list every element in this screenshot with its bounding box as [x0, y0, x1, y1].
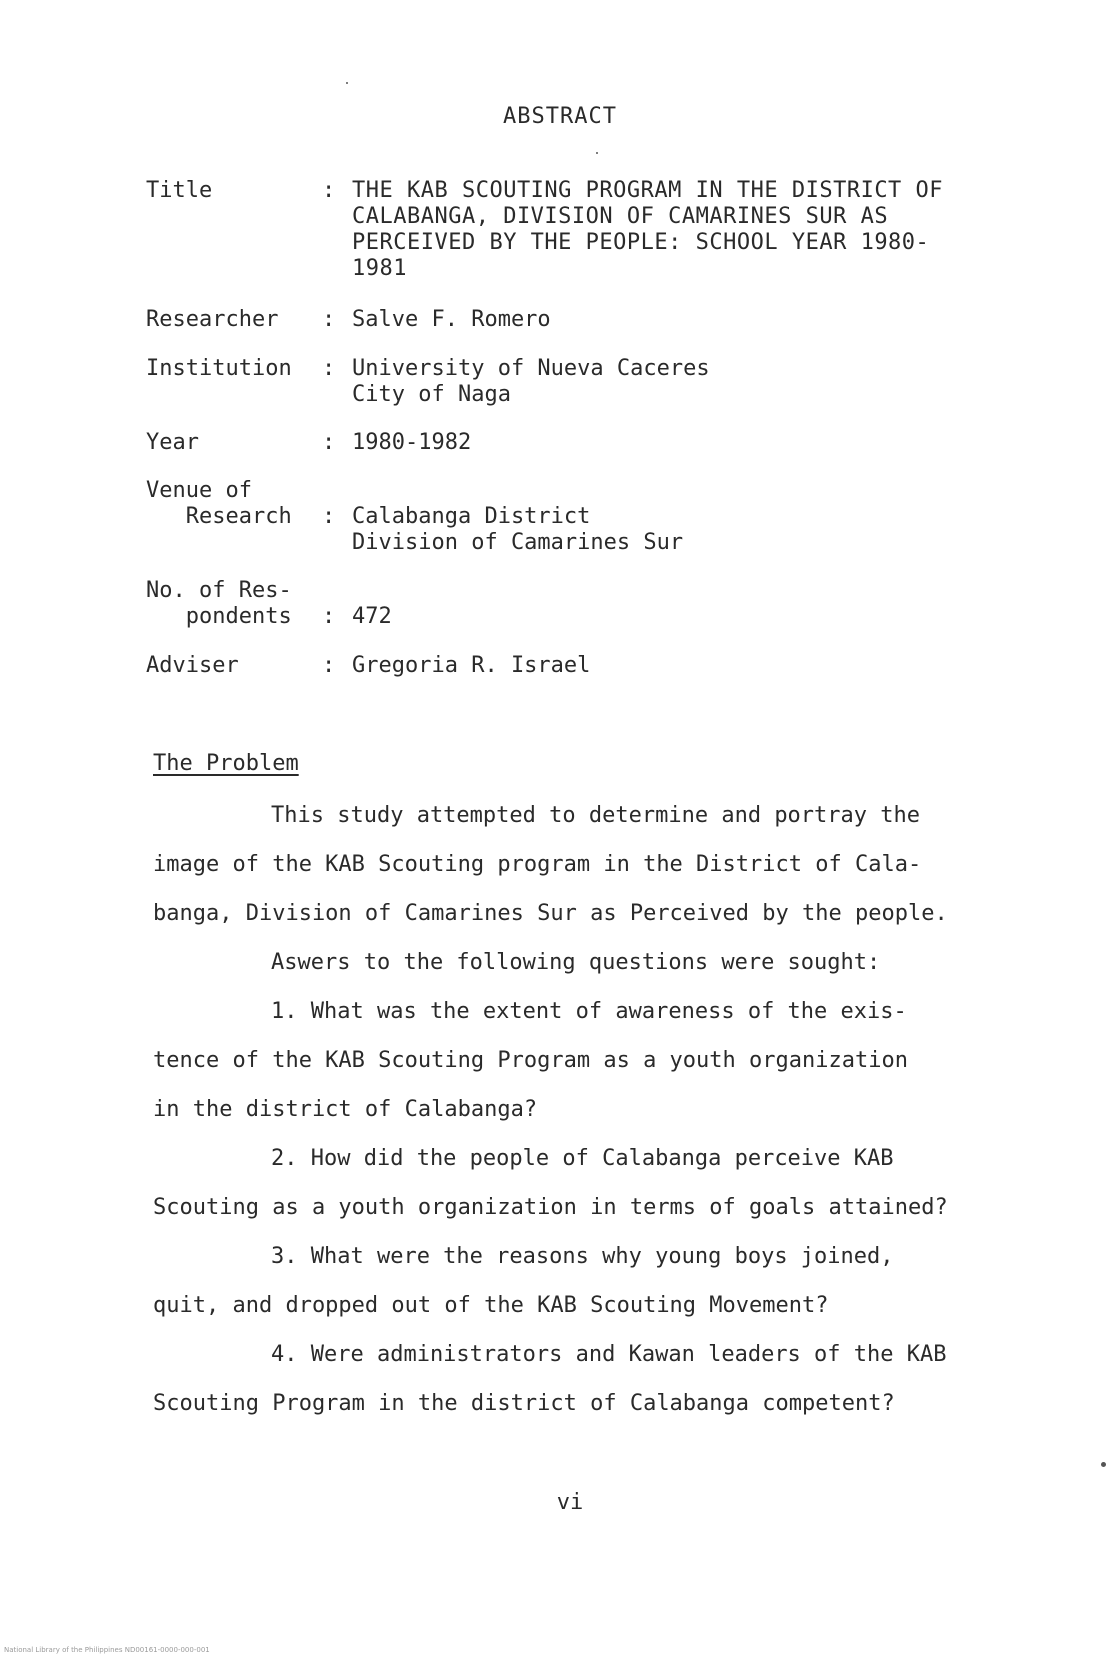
researcher-value: Salve F. Romero	[352, 307, 551, 332]
venue-label: Venue of Research	[146, 478, 292, 529]
title-label: Title	[146, 178, 213, 203]
adviser-value: Gregoria R. Israel	[352, 653, 591, 678]
scan-speck	[1101, 1462, 1106, 1467]
page-heading: ABSTRACT	[503, 104, 617, 129]
list-item-1: 1. What was the extent of awareness of the exis-	[271, 999, 907, 1024]
respondents-label: No. of Res- pondents	[146, 578, 292, 629]
list-item-4: 4. Were administrators and Kawan leaders of the KAB	[271, 1342, 947, 1367]
body-line: Scouting as a youth organization in terms of goals attained?	[153, 1195, 948, 1220]
colon: :	[322, 178, 336, 203]
list-item-2: 2. How did the people of Calabanga perceive KAB	[271, 1146, 894, 1171]
colon: :	[322, 504, 336, 529]
colon: :	[322, 604, 336, 629]
body-line: quit, and dropped out of the KAB Scouting Movement?	[153, 1293, 829, 1318]
colon: :	[322, 653, 336, 678]
venue-value: Calabanga District Division of Camarines Sur	[352, 504, 684, 555]
body-line: This study attempted to determine and portray the	[271, 803, 921, 828]
section-heading-problem: The Problem	[153, 751, 299, 776]
colon: :	[322, 356, 336, 381]
scan-footer: National Library of the Philippines ND00161-0000-000-001	[4, 1646, 210, 1654]
body-line: banga, Division of Camarines Sur as Perceived by the people.	[153, 901, 948, 926]
colon: :	[322, 307, 336, 332]
respondents-value: 472	[352, 604, 392, 629]
institution-label: Institution	[146, 356, 292, 381]
list-item-3: 3. What were the reasons why young boys joined,	[271, 1244, 894, 1269]
year-value: 1980-1982	[352, 430, 472, 455]
body-line: tence of the KAB Scouting Program as a youth organization	[153, 1048, 908, 1073]
institution-value: University of Nueva Caceres City of Naga	[352, 356, 710, 407]
title-value: THE KAB SCOUTING PROGRAM IN THE DISTRICT OF CALABANGA, DIVISION OF CAMARINES SUR AS PERCEIVED BY THE PEOPLE: SCHOOL YEAR 1980- 1981	[352, 178, 944, 281]
scan-speck	[596, 152, 598, 154]
body-line: in the district of Calabanga?	[153, 1097, 538, 1122]
body-line: Scouting Program in the district of Calabanga competent?	[153, 1391, 895, 1416]
adviser-label: Adviser	[146, 653, 239, 678]
body-line: image of the KAB Scouting program in the District of Cala-	[153, 852, 922, 877]
scan-speck	[346, 82, 348, 84]
page-number: vi	[556, 1490, 584, 1515]
body-line: Aswers to the following questions were sought:	[271, 950, 881, 975]
year-label: Year	[146, 430, 199, 455]
colon: :	[322, 430, 336, 455]
researcher-label: Researcher	[146, 307, 279, 332]
